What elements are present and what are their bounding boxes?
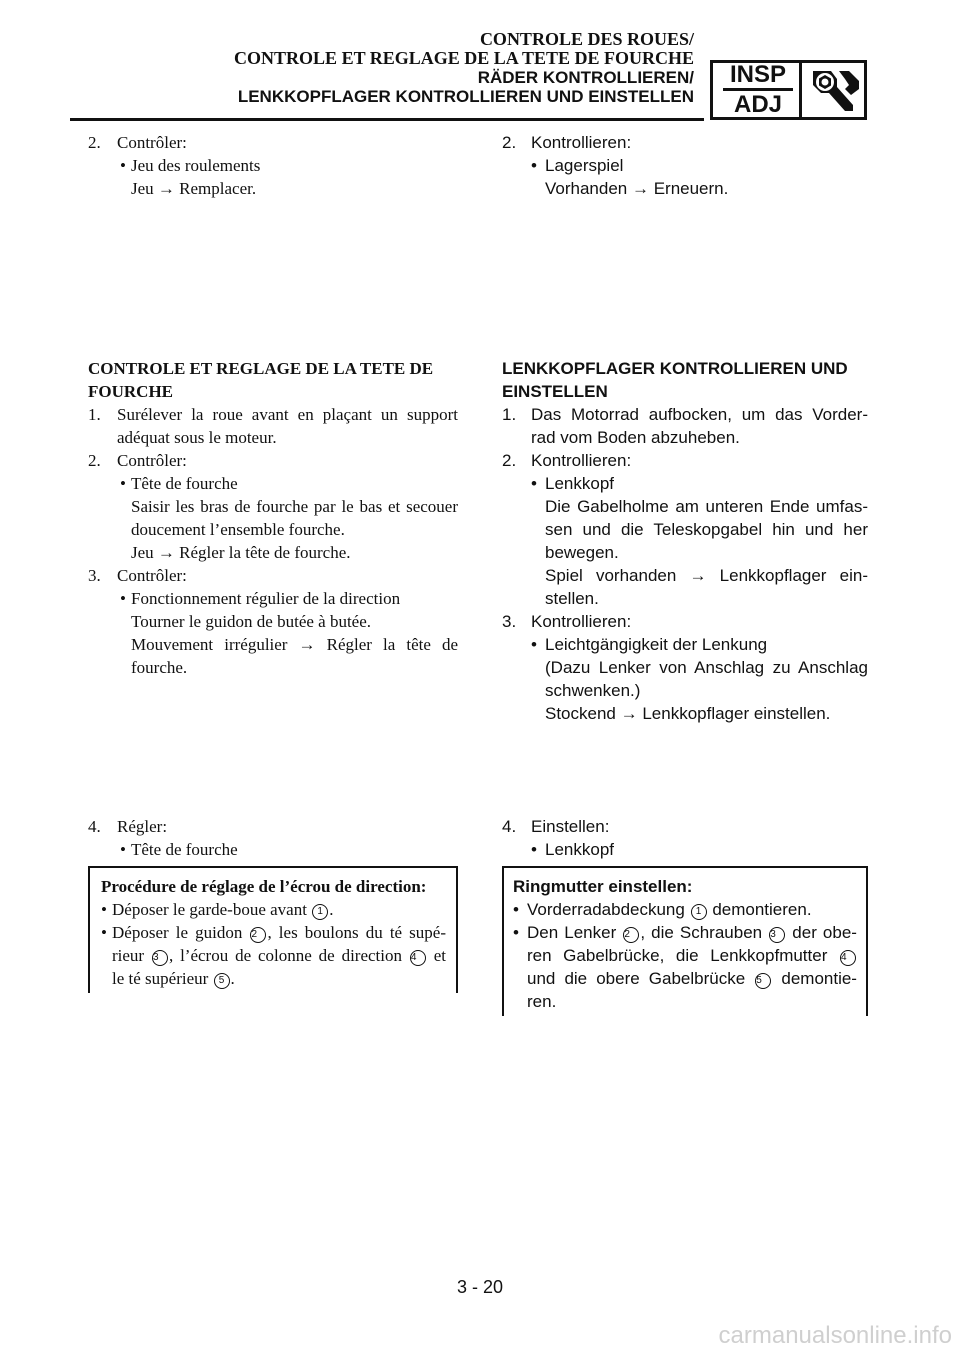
step-text: bewegen. <box>545 543 619 562</box>
bullet: • <box>513 923 519 942</box>
ref-marker-1: 1 <box>312 904 328 920</box>
procedure-step: demontie- <box>781 969 857 988</box>
step-text: fourche. <box>131 658 188 677</box>
step-text: Stockend → Lenkkopflager einstellen. <box>545 704 831 723</box>
section-heading: CONTROLE ET REGLAGE DE LA TETE DE <box>88 359 434 378</box>
insp-adj-badge <box>710 60 867 120</box>
header-title-fr-2: CONTROLE ET REGLAGE DE LA TETE DE FOURCHE <box>234 48 694 68</box>
procedure-step: le té supérieur <box>112 969 209 988</box>
procedure-step: Den Lenker <box>527 923 617 942</box>
bullet: • <box>120 589 126 608</box>
step-number: 1. <box>88 405 101 424</box>
procedure-step: ren Gabelbrücke, die Lenkkopfmutter <box>527 946 828 965</box>
page-number: 3 - 20 <box>456 1277 504 1297</box>
bullet: • <box>120 156 126 175</box>
ref-marker-3: 3 <box>152 950 168 966</box>
page-header <box>234 30 694 106</box>
step-text: stellen. <box>545 589 599 608</box>
step-title: Kontrollieren: <box>531 612 632 631</box>
step-text: schwenken.) <box>545 681 641 700</box>
header-rule <box>70 118 704 121</box>
step-title: Einstellen: <box>531 817 610 836</box>
procedure-step: ren. <box>527 992 557 1011</box>
bullet-text: Jeu des roulements <box>131 156 261 175</box>
procedure-step: Vorderradabdeckung <box>527 900 685 919</box>
bullet-text: Leichtgängigkeit der Lenkung <box>545 635 768 654</box>
badge-insp: INSP <box>729 61 786 88</box>
badge-adj: ADJ <box>733 91 782 118</box>
step-title: Contrôler: <box>117 133 187 152</box>
step-text: Tourner le guidon de butée à butée. <box>131 612 372 631</box>
procedure-title: Ringmutter einstellen: <box>513 877 693 896</box>
step-number: 2. <box>502 133 517 152</box>
de-section-steering-head <box>502 357 868 725</box>
step-text: Vorhanden → Erneuern. <box>545 179 729 198</box>
procedure-step: , die Schrauben <box>640 923 763 942</box>
step-title: Contrôler: <box>117 566 187 585</box>
bullet: • <box>120 474 126 493</box>
step-number: 4. <box>502 817 517 836</box>
header-title-fr-1: CONTROLE DES ROUES/ <box>479 29 694 49</box>
bullet: • <box>531 840 537 859</box>
fr-section-4-adjust <box>88 815 458 861</box>
ref-marker-5: 5 <box>214 973 230 989</box>
procedure-step: Déposer le garde-boue avant <box>112 900 307 919</box>
wrench-icon <box>805 65 863 115</box>
section-heading-cont: FOURCHE <box>88 382 173 401</box>
bullet-text: Fonctionnement régulier de la direction <box>131 589 401 608</box>
step-text: (Dazu Lenker von Anschlag zu Anschlag <box>545 658 868 677</box>
step-number: 1. <box>502 405 517 424</box>
procedure-step: rieur <box>112 946 145 965</box>
badge-separator <box>799 63 802 117</box>
step-text: Spiel vorhanden → Lenkkopflager ein- <box>545 566 868 585</box>
step-number: 2. <box>502 451 517 470</box>
bullet: • <box>120 840 126 859</box>
fr-procedure-content: Procédure de réglage de l’écrou de direction: • Déposer le garde-boue avant 1 . • Déposer le guidon 2 , les boulons du té supé- rieur 3 , l’écrou de colonne de direction 4 et le té supérieur 5 . <box>101 877 447 988</box>
bullet-text: Lagerspiel <box>545 156 624 175</box>
step-number: 3. <box>88 566 101 585</box>
bullet: • <box>531 635 537 654</box>
procedure-step: demontieren. <box>712 900 812 919</box>
de-section-2-bearing <box>502 131 868 200</box>
step-text: Mouvement irrégulier → Régler la tête de <box>131 635 458 654</box>
step-number: 4. <box>88 817 101 836</box>
ref-marker-2: 2 <box>250 927 266 943</box>
bullet-text: Tête de fourche <box>131 474 238 493</box>
bullet: • <box>531 474 537 493</box>
bullet: • <box>101 923 107 942</box>
header-title-de-1: RÄDER KONTROLLIEREN/ <box>477 68 694 87</box>
step-number: 2. <box>88 133 101 152</box>
procedure-title: Procédure de réglage de l’écrou de direction: <box>101 877 427 896</box>
procedure-step: der obe- <box>792 923 857 942</box>
section-heading: LENKKOPFLAGER KONTROLLIEREN UND <box>502 359 848 378</box>
step-text: Saisir les bras de fourche par le bas et secouer <box>131 497 458 516</box>
ref-marker-4: 4 <box>410 950 426 966</box>
procedure-step: und die obere Gabelbrücke <box>527 969 746 988</box>
bullet-text: Tête de fourche <box>131 840 238 859</box>
step-text: sen und die Teleskopgabel hin und her <box>545 520 868 539</box>
fr-section-2-bearing <box>88 131 458 200</box>
ref-marker-1: 1 <box>691 904 707 920</box>
step-text: Die Gabelholme am unteren Ende umfas- <box>545 497 868 516</box>
ref-marker-3: 3 <box>769 927 785 943</box>
header-title-de-2: LENKKOPFLAGER KONTROLLIEREN UND EINSTELLEN <box>237 87 694 106</box>
fr-section-steering-head <box>88 357 458 679</box>
bullet-text: Lenkkopf <box>545 840 614 859</box>
step-title: Kontrollieren: <box>531 451 632 470</box>
procedure-step: Déposer le guidon <box>112 923 243 942</box>
ref-marker-5: 5 <box>755 973 771 989</box>
section-heading-cont: EINSTELLEN <box>502 382 608 401</box>
watermark: carmanualsonline.info <box>718 1322 952 1349</box>
bullet: • <box>101 900 107 919</box>
step-text: Surélever la roue avant en plaçant un support <box>117 405 458 424</box>
procedure-step: et <box>433 946 447 965</box>
step-text-cont: rad vom Boden abzuheben. <box>531 428 740 447</box>
bullet-text: Lenkkopf <box>545 474 614 493</box>
de-section-4-adjust <box>502 815 868 861</box>
step-number: 2. <box>88 451 101 470</box>
bullet: • <box>531 156 537 175</box>
step-text: doucement l’ensemble fourche. <box>131 520 345 539</box>
badge-text <box>715 63 801 117</box>
step-number: 3. <box>502 612 517 631</box>
step-title: Régler: <box>117 817 168 836</box>
step-title: Kontrollieren: <box>531 133 632 152</box>
step-title: Contrôler: <box>117 451 187 470</box>
step-text: Das Motorrad aufbocken, um das Vorder- <box>531 405 868 424</box>
procedure-step: , l’écrou de colonne de direction <box>168 946 402 965</box>
step-text: Jeu → Régler la tête de fourche. <box>131 543 351 562</box>
ref-marker-2: 2 <box>623 927 639 943</box>
procedure-step: , les boulons du té supé- <box>267 923 447 942</box>
ref-marker-4: 4 <box>840 950 856 966</box>
bullet: • <box>513 900 519 919</box>
de-procedure-content <box>513 875 857 1013</box>
step-text-cont: adéquat sous le moteur. <box>117 428 277 447</box>
step-text: Jeu → Remplacer. <box>131 179 257 198</box>
